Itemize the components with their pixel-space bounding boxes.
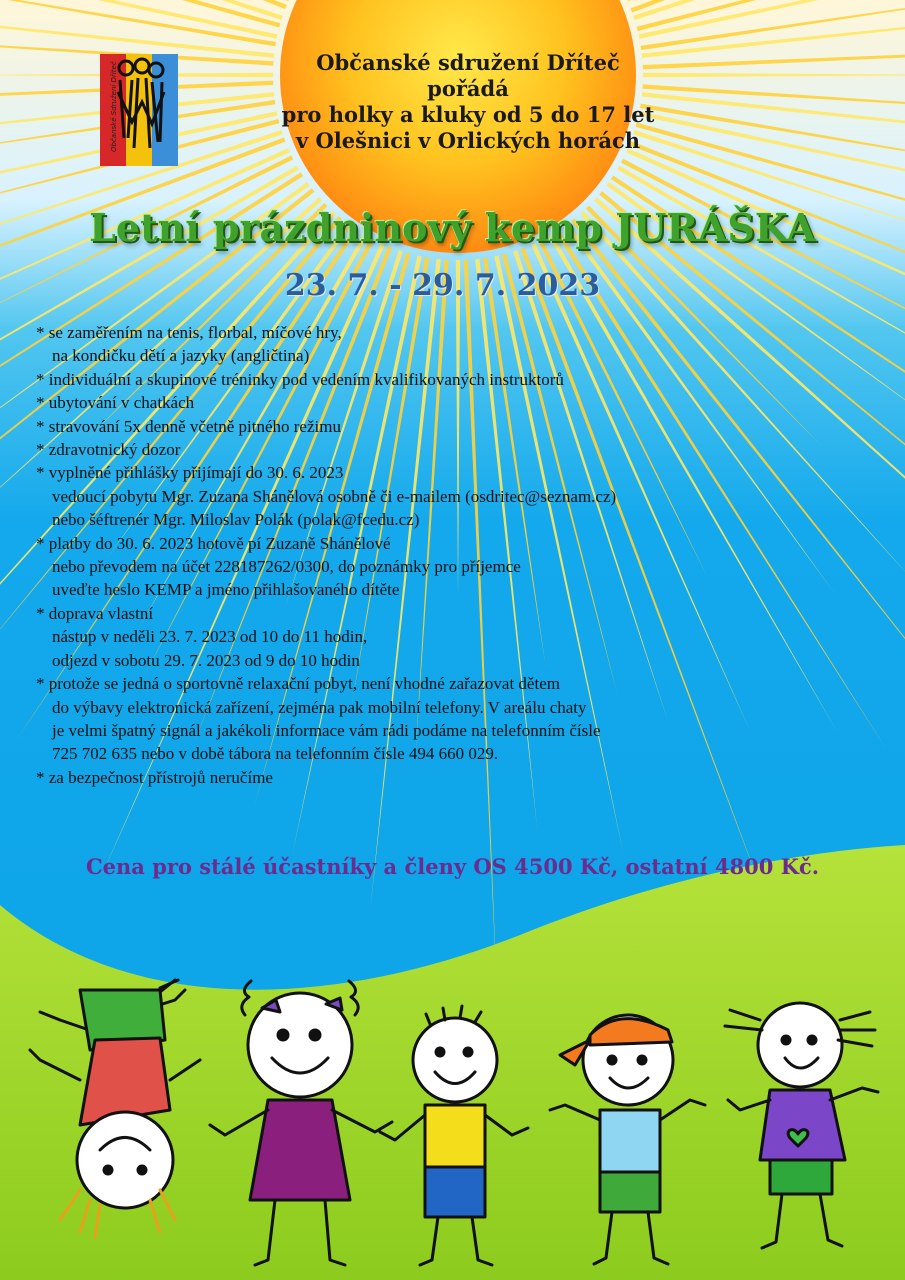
logo-text: Občanské Sdružení Dříteč [110, 61, 118, 152]
kid-boy-cap [550, 1015, 705, 1264]
event-title: Letní prázdninový kemp JURÁŠKA [89, 205, 816, 250]
list-item-continuation: odjezd v sobotu 29. 7. 2023 od 9 do 10 hodin [52, 650, 360, 670]
kids-illustration [0, 960, 905, 1280]
header [240, 50, 696, 154]
list-item-continuation: do výbavy elektronická zařízení, zejména pak mobilní telefony. V areálu chaty [52, 697, 587, 717]
list-item: * stravování 5x denně včetně pitného režimu [36, 416, 341, 436]
list-item-continuation: nebo převodem na účet 228187262/0300, do poznámky pro příjemce [52, 557, 521, 577]
event-dates: 23. 7. - 29. 7. 2023 [284, 268, 601, 303]
list-item-continuation: na kondičku dětí a jazyky (angličtina) [52, 346, 310, 366]
list-item: * za bezpečnost přístrojů neručíme [36, 767, 273, 787]
list-item: * se zaměřením na tenis, florbal, míčové hry, [36, 323, 342, 342]
kid-girl [210, 981, 392, 1265]
organization-name: Občanské sdružení Dříteč [316, 50, 620, 75]
kid-upside-down [30, 980, 200, 1238]
list-item: * doprava vlastní [36, 603, 154, 623]
list-item: * platby do 30. 6. 2023 hotově pí Zuzaně Shánělové [36, 533, 391, 553]
audience-text: pro holky a kluky od 5 do 17 let [281, 102, 655, 127]
organization-logo [98, 52, 180, 168]
list-item-continuation: nástup v neděli 23. 7. 2023 od 10 do 11 hodin, [52, 627, 368, 647]
list-item: * zdravotnický dozor [36, 440, 181, 460]
list-item-continuation: uveďte heslo KEMP a jméno přihlašovaného dítěte [52, 580, 400, 600]
info-list [36, 321, 896, 789]
sun-ray [0, 0, 283, 20]
list-item-continuation: 725 702 635 nebo v době tábora na telefonním čísle 494 660 029. [52, 744, 499, 764]
list-item: * vyplněné přihlášky přijímají do 30. 6. 2023 [36, 463, 344, 483]
list-item: * individuální a skupinové tréninky pod vedením kvalifikovaných instruktorů [36, 369, 564, 389]
list-item-continuation: nebo šéftrenér Mgr. Miloslav Polák (polak@fcedu.cz) [52, 510, 420, 530]
price-info: Cena pro stálé účastníky a členy OS 4500 Kč, ostatní 4800 Kč. [85, 854, 820, 879]
kid-girl-purple [725, 1003, 878, 1248]
sun-ray [0, 0, 290, 2]
kid-boy-yellow [380, 1006, 528, 1265]
list-item-continuation: je velmi špatný signál a jakékoli informace vám rádi podáme na telefonním čísle [52, 720, 601, 740]
organizes-text: pořádá [427, 76, 509, 101]
list-item: * protože se jedná o sportovně relaxační pobyt, není vhodné zařazovat dětem [36, 674, 560, 694]
list-item-continuation: vedoucí pobytu Mgr. Zuzana Shánělová osobně či e-mailem (osdritec@seznam.cz) [52, 486, 617, 506]
list-item: * ubytování v chatkách [36, 393, 195, 413]
location-text: v Olešnici v Orlických horách [295, 128, 641, 153]
sun-ray [626, 0, 905, 2]
